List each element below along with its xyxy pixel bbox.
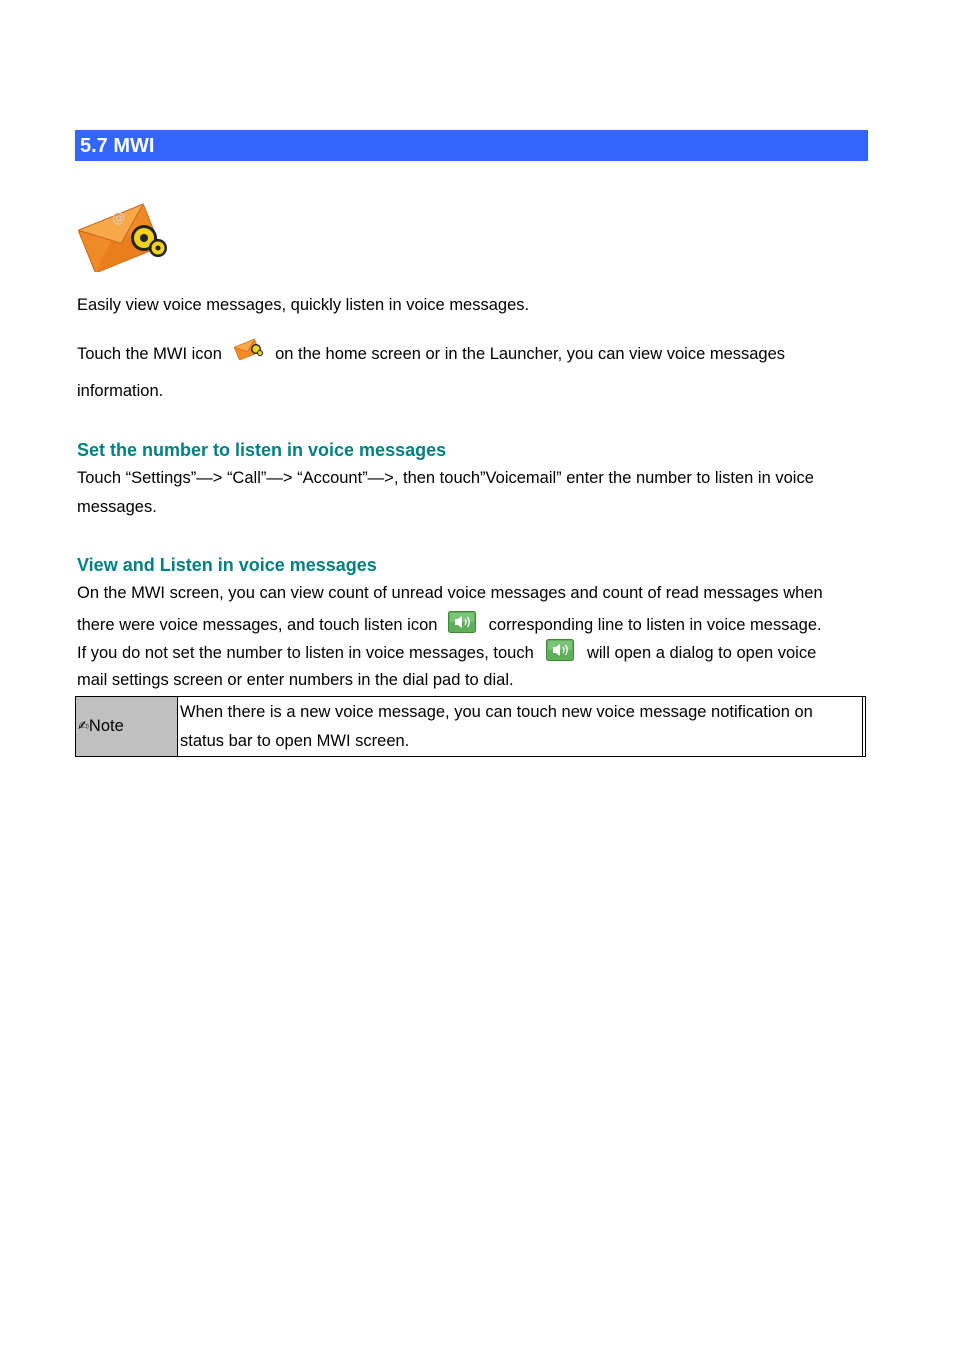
note-label: Note [88,717,124,735]
view-listen-line-1: On the MWI screen, you can view count of unread voice messages and count of read messages when [77,584,823,602]
note-line-2: status bar to open MWI screen. [180,732,410,750]
mwi-envelope-icon [234,336,264,362]
speaker-icon [546,639,574,661]
note-line-1: When there is a new voice message, you can touch new voice message notification on [180,703,813,721]
svg-text:@: @ [112,211,125,226]
view-listen-line-2-text-a: there were voice messages, and touch listen icon [77,616,438,634]
view-listen-line-2-text-b: corresponding line to listen in voice message. [488,616,822,634]
intro-touch-text-b: on the home screen or in the Launcher, you can view voice messages [275,345,786,363]
set-number-line-2: messages. [77,498,157,516]
note-pen-icon: ✍ [78,719,89,734]
view-listen-line-2 [77,610,822,640]
view-listen-heading: View and Listen in voice messages [77,555,377,575]
speaker-icon [448,611,476,633]
view-listen-line-3-text-b: will open a dialog to open voice [586,644,817,662]
intro-touch-text-a: Touch the MWI icon [77,345,222,363]
intro-touch-line [77,336,785,372]
note-body-cell [178,697,865,756]
set-number-heading: Set the number to listen in voice messages [77,440,447,460]
note-table [75,696,866,757]
view-listen-line-3 [77,638,816,668]
section-title-bar [75,130,868,161]
intro-touch-continuation: information. [77,382,164,400]
intro-summary: Easily view voice messages, quickly listen in voice messages. [77,296,530,314]
mwi-envelope-icon [78,196,170,272]
view-listen-line-3-text-a: If you do not set the number to listen in voice messages, touch [77,644,534,662]
section-title: 5.7 MWI [80,135,155,157]
view-listen-line-4: mail settings screen or enter numbers in the dial pad to dial. [77,671,514,689]
set-number-line-1: Touch “Settings”—> “Call”—> “Account”—>, then touch”Voicemail” enter the number to listen in voice [77,469,814,487]
note-label-cell [76,697,178,756]
